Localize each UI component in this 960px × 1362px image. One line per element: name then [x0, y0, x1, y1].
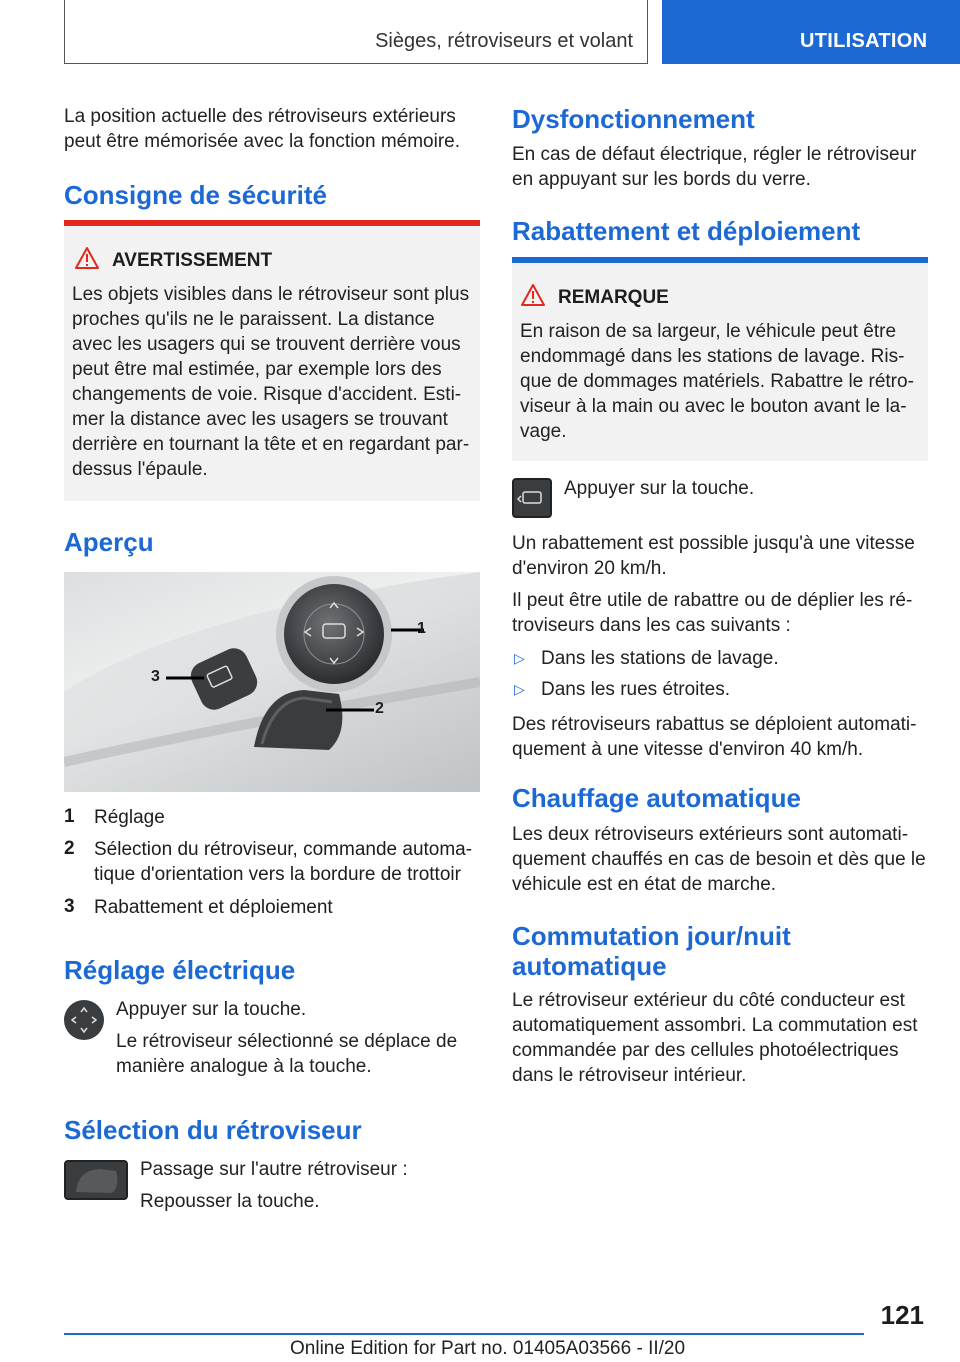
- warning-label: AVERTISSEMENT: [112, 250, 273, 271]
- safety-heading: Consigne de sécurité: [64, 180, 327, 210]
- legend-text-1: Réglage: [94, 807, 165, 828]
- warning-triangle-icon: [74, 246, 100, 270]
- intro-paragraph: La position actuelle des rétroviseurs extérieurs peut être mémorisée avec la fonction mémoire.: [64, 106, 461, 152]
- bullet-text-2: Dans les rues étroites.: [541, 679, 731, 700]
- selector-button-icon: [64, 1160, 128, 1200]
- page-number: 121: [880, 1300, 924, 1330]
- adjust-button-icon: [64, 1000, 104, 1040]
- heating-text: Les deux rétroviseurs extérieurs sont automatiquement chauffés en cas de besoin et dès que le véhicule est en état de marche.: [512, 824, 926, 895]
- heating-heading: Chauffage automatique: [512, 783, 801, 813]
- callout-3: 3: [151, 668, 160, 685]
- selection-heading: Sélection du rétroviseur: [64, 1115, 362, 1145]
- bullet-marker-1: ▷: [514, 650, 525, 666]
- notice-box: [512, 257, 928, 461]
- bullet-marker-2: ▷: [514, 681, 525, 697]
- mirror-controls-illustration: [64, 572, 480, 792]
- overview-heading: Aperçu: [64, 527, 154, 557]
- footer-edition: Online Edition for Part no. 01405A03566 - II/20: [290, 1338, 686, 1359]
- electric-desc-text: Le rétroviseur sélectionné se déplace de manière analogue à la touche.: [116, 1031, 458, 1077]
- header-chapter-label: UTILISATION: [800, 30, 928, 52]
- malfunction-text: En cas de défaut électrique, régler le rétroviseur en appuyant sur les bords du verre.: [512, 144, 917, 190]
- electric-press-text: Appuyer sur la touche.: [116, 999, 307, 1020]
- fold-speed-text: Un rabattement est possible jusqu'à une vitesse d'environ 20 km/h.: [512, 533, 915, 579]
- mirror-controls-photo: [64, 572, 480, 792]
- notice-triangle-icon: [520, 283, 546, 307]
- fold-auto-text: Des rétroviseurs rabattus se déploient automatiquement à une vitesse d'environ 40 km/h.: [512, 714, 917, 760]
- dimming-text: Le rétroviseur extérieur du côté conducteur est automatiquement assombri. La commutation est commandée par des cellules photoélectriques dans le rétroviseur intérieur.: [512, 990, 918, 1086]
- callout-2: 2: [375, 700, 384, 717]
- fold-heading: Rabattement et déploiement: [512, 216, 861, 246]
- legend-text-2: Sélection du rétroviseur, commande automatique d'orientation vers la bordure de trottoir: [94, 839, 473, 885]
- fold-useful-text: Il peut être utile de rabattre ou de déplier les rétroviseurs dans les cas suivants :: [512, 590, 913, 636]
- fold-button-icon: [512, 478, 552, 518]
- notice-bar: [512, 257, 928, 263]
- header-section-title: Sièges, rétroviseurs et volant: [375, 30, 633, 52]
- dimming-heading-line-1: Commutation jour/nuit: [512, 921, 791, 951]
- electric-heading: Réglage électrique: [64, 955, 296, 985]
- notice-label: REMARQUE: [558, 287, 669, 308]
- warning-bar: [64, 220, 480, 226]
- warning-text: Les objets visibles dans le rétroviseur sont plus proches qu'ils ne le paraissent. La distance avec les usagers qui se trouvent derrière vous peut être mal estimée, par exemple lors des changements de voie. Risque d'accident. Estimer la distance avec les usagers se trouvant derrière en tournant la tête et en regardant pardessus l'épaule.: [72, 284, 470, 480]
- bullet-text-1: Dans les stations de lavage.: [541, 648, 779, 669]
- selection-line-2: Repousser la touche.: [140, 1191, 320, 1212]
- legend-num-1: 1: [64, 806, 75, 827]
- selection-line-1: Passage sur l'autre rétroviseur :: [140, 1159, 408, 1180]
- fold-press-text: Appuyer sur la touche.: [564, 478, 755, 499]
- legend-text-3: Rabattement et déploiement: [94, 897, 333, 918]
- warning-box: [64, 220, 480, 501]
- legend-num-3: 3: [64, 896, 75, 917]
- dimming-heading-line-2: automatique: [512, 951, 667, 981]
- electric-desc-line: [116, 1029, 480, 1079]
- malfunction-heading: Dysfonctionnement: [512, 104, 755, 134]
- footer-rule: [64, 1333, 864, 1335]
- callout-1: 1: [417, 620, 426, 637]
- notice-text: En raison de sa largeur, le véhicule peut être endommagé dans les stations de lavage. Risque de dommages matériels. Rabattre le rétroviseur à la main ou avec le bouton avant le lavage.: [520, 321, 914, 442]
- header-chapter-tab[interactable]: [662, 0, 960, 64]
- header-section-box: [64, 0, 648, 64]
- legend-num-2: 2: [64, 838, 75, 859]
